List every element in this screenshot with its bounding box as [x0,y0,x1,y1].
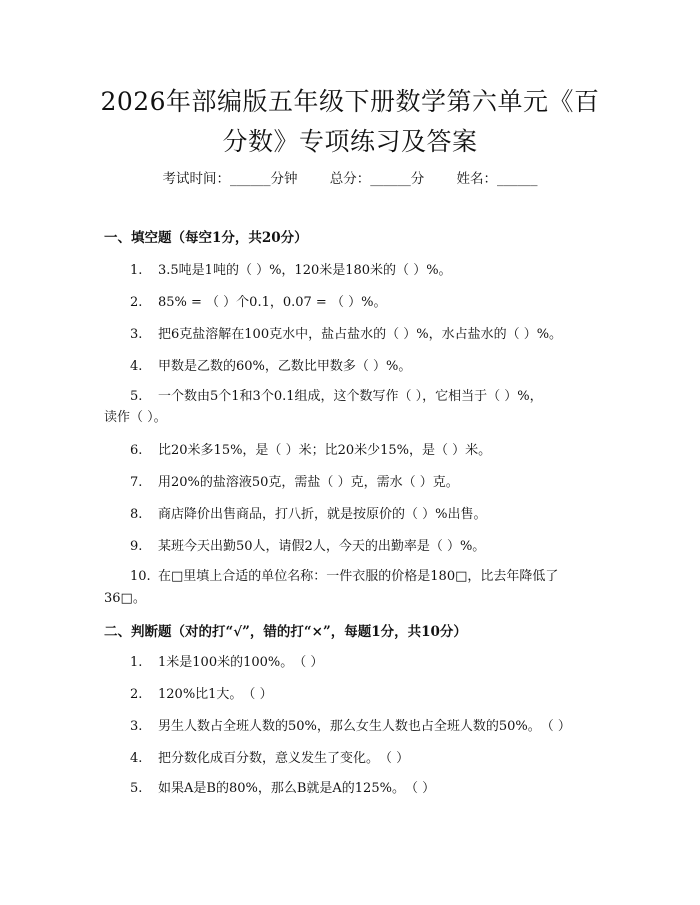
question-item [130,356,610,378]
question-item [130,386,610,408]
question-number: 4. [130,359,143,374]
question-number: 2. [130,295,143,310]
question-text: 商店降价出售商品，打八折，就是按原价的（ ）%出售。 [158,507,487,522]
exam-time: 考试时间：______分钟 [162,171,298,187]
question-number: 5. [130,389,143,404]
question-item [130,716,630,738]
question-number: 9. [130,539,143,554]
question-text: 某班今天出勤50人，请假2人，今天的出勤率是（ ）%。 [158,539,486,554]
question-number: 1. [130,655,143,670]
question-continuation: 36□。 [104,591,146,606]
question-continuation: 读作（ ）。 [104,410,167,425]
exam-name: 姓名：______ [456,171,538,187]
question-text: 把分数化成百分数，意义发生了变化。 （ ） [158,751,410,766]
question-item [130,292,610,314]
question-text: 如果A是B的80%，那么B就是A的125%。 （ ） [158,781,436,796]
document-title [60,82,640,162]
question-item [130,440,610,462]
question-number: 8. [130,507,143,522]
section-heading-true-false: 二、判断题（对的打“√”，错的打“×”，每题1分，共10分） [104,624,467,640]
question-item [130,748,610,770]
question-text: 在□里填上合适的单位名称：一件衣服的价格是180□，比去年降低了 [158,569,559,584]
question-item [130,260,610,282]
question-number: 1. [130,263,143,278]
question-item [130,566,630,588]
exam-info [0,168,700,190]
question-item [130,472,610,494]
question-text: 85% = （ ）个0.1，0.07 = （ ）%。 [158,295,387,310]
question-text: 男生人数占全班人数的50%，那么女生人数也占全班人数的50%。 （ ） [158,719,571,734]
title-line-2: 分数》专项练习及答案 [222,127,478,156]
question-item [130,536,610,558]
question-item [130,324,610,346]
question-number: 4. [130,751,143,766]
title-line-1: 2026年部编版五年级下册数学第六单元《百 [100,87,600,116]
question-text: 120%比1大。 （ ） [158,687,273,702]
question-number: 5. [130,781,143,796]
question-text: 用20%的盐溶液50克，需盐（ ）克，需水（ ）克。 [158,475,459,490]
question-item [130,652,610,674]
question-item [130,778,610,800]
question-number: 2. [130,687,143,702]
question-text: 1米是100米的100%。 （ ） [158,655,324,670]
question-number: 6. [130,443,143,458]
question-item [130,684,610,706]
question-number: 3. [130,719,143,734]
question-number: 10. [130,569,151,584]
question-text: 一个数由5个1和3个0.1组成，这个数写作（ ），它相当于（ ）%， [158,389,543,404]
question-text: 3.5吨是1吨的（ ）%，120米是180米的（ ）%。 [158,263,452,278]
question-number: 7. [130,475,143,490]
question-item [130,504,610,526]
question-text: 把6克盐溶解在100克水中，盐占盐水的（ ）%，水占盐水的（ ）%。 [158,327,563,342]
question-text: 甲数是乙数的60%，乙数比甲数多（ ）%。 [158,359,412,374]
question-number: 3. [130,327,143,342]
question-text: 比20米多15%，是（ ）米；比20米少15%，是（ ）米。 [158,443,492,458]
exam-score: 总分：______分 [329,171,425,187]
section-heading-fill-in: 一、填空题（每空1分，共20分） [104,230,308,246]
